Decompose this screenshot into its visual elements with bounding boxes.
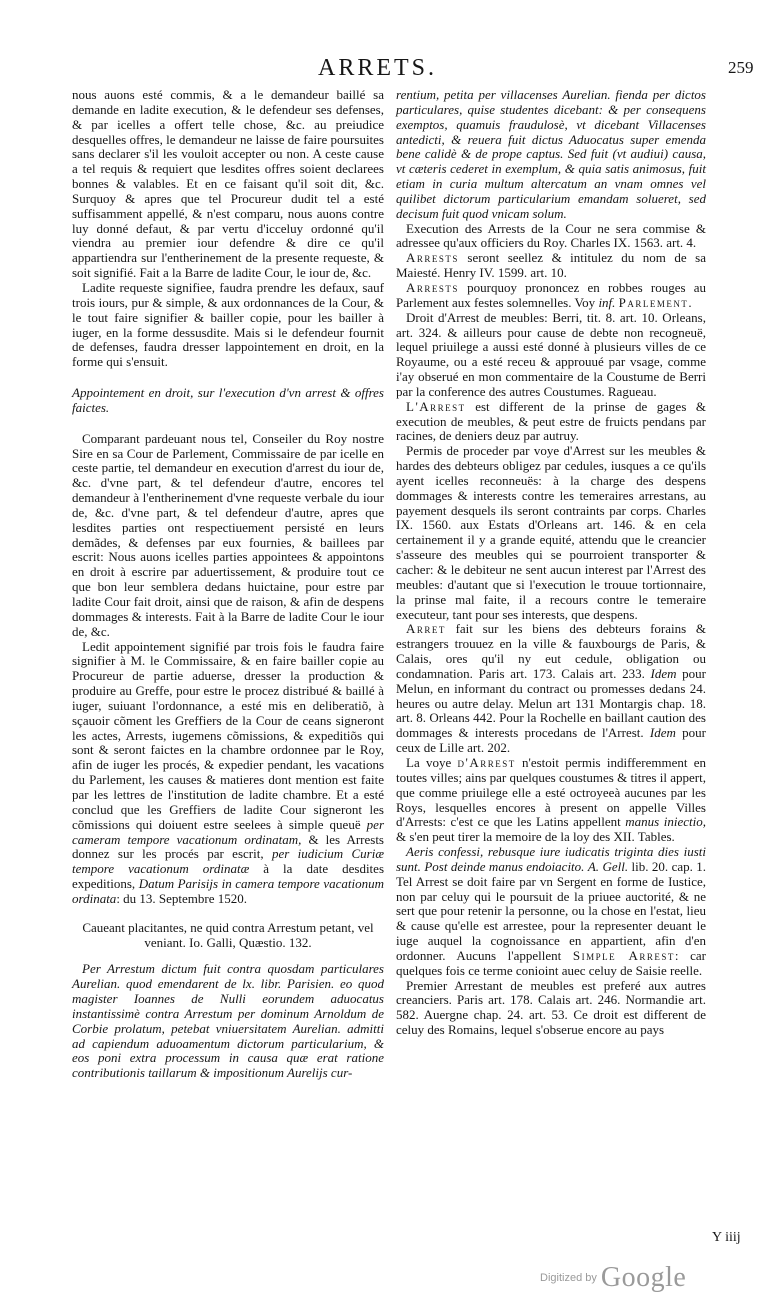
text-span: & s'en peut tirer la memoire de la loy des XII. Tables. [396, 829, 675, 845]
signature-mark: Y iiij [712, 1230, 741, 1245]
text-span: à la date desdites expeditions, [72, 861, 384, 892]
left-column [72, 88, 384, 1081]
latin-phrase: per cameram tempore vacationum ordinatam, [72, 816, 385, 847]
reference-italic: A. Gell. [587, 858, 629, 874]
google-logo: Google [600, 1262, 687, 1293]
paragraph: Execution des Arrests de la Cour ne sera commise & adressee qu'aux officiers du Roy. Charles IX. 1563. art. 4. [396, 220, 706, 251]
paragraph [396, 756, 706, 845]
text-span: & les Arrests donnez sur les procés par escrit, [72, 831, 384, 862]
text-span: seront seellez & intitulez du nom de sa Maiesté. Henry IV. 1599. art. 10. [396, 250, 707, 281]
paragraph [396, 251, 706, 281]
reference-italic: Idem [649, 725, 676, 741]
small-caps-term: Simple Arrest [572, 947, 675, 963]
paragraph: Premier Arrestant de meubles est preferé aux autres creanciers. Paris art. 178. Calais art. 246. Normandie art. 582. Auergne chap. 24. art. 53. Ce droit est different de celuy des Romains, lequel s'obserue encore au pays [396, 977, 706, 1038]
text-span: pour ceux de Lille art. 202. [396, 725, 706, 756]
paragraph: Droit d'Arrest de meubles: Berri, tit. 8. art. 10. Orleans, art. 324. & ailleurs pour cause de debte non recogneuë, lequel priuilege a aussi esté donné à plusieurs villes de ce Royaume, ou a esté receu & approuué par vsage, comme i'ay obserué en mon commentaire de la Coustume de Berri par la conference des autres Coustumes. Ragueau. [396, 309, 706, 399]
text-span: Ledit appointement signifié par trois fois le faudra faire signifier à M. le Commissaire, & en faire bailler copie au Procureur de partie aduerse, dresser la production & produire au Greffe, pour estre le procez distribué & baillé à iuger, suiuant l'ordonnance, a esté mis en deliberatiõ, à sçauoir cõment les Greffiers de la Cour de ceans signeront les actes, Arrests, iugemens cõmissions, & expeditiõs qui sont & seront faictes en la chambre ordonnee par le Roy, afin de iuger les procés, & expedier pendant, les vacations du Parlement, les causes & matieres dont mention est faite par les lettres de l'institution de ladite chambre. Et a esté conclud que les Greffiers de ladite Cour signeront les cõmissions qui doiuent estre seelees à simple queuë [72, 638, 384, 832]
small-caps-lead: d'Arrest [457, 754, 516, 770]
small-caps-lead: Arrests [406, 279, 459, 295]
text-span: n'estoit permis indifferemment en toutes villes; ains par quelques coustumes & titres il appert, que comme priuilege elle a esté octroyeeà aucunes par les Roys, lesquelles encores à present on appelle Villes d'Arrests: c'est ce que les Latins appellent [396, 754, 707, 830]
paragraph [396, 281, 706, 311]
latin-phrase: manus iniectio, [625, 814, 706, 830]
running-title: ARRETS. [318, 55, 438, 81]
reference-italic: Idem [650, 665, 677, 681]
text-span: pourquoy prononcez en robbes rouges au Parlement aux festes solemnelles. Voy [396, 279, 707, 310]
cross-reference: Parlement. [618, 294, 694, 310]
paragraph: Comparant pardeuant nous tel, Conseiler du Roy nostre Sire en sa Cour de Parlement, Commissaire de par icelle en ceste partie, tel demandeur en execution d'arrest du iour de, &c. d'vne part, & tel defendeur d'autre, encores tel demandeur à l'entherinement d'vne requeste verbale du iour de, &c. d'vne part, & tel defendeur d'autre, apres que lesdites parties ont respectiuement persisté en leurs demãdes, & defenses par eux fournies, & baillees par escrit: Nous auons icelles parties appointees & appointons en droit à escrire par aduertissement, & produire tout ce que bon leur semblera dedans huictaine, pour estre par ladite Cour fait droit, ainsi que de raison, & afin de despens dommages & interests. Fait à la Barre de ladite Cour le iour de, &c. [72, 430, 384, 639]
text-span: est different de la prinse de gages & execution de meubles, & peut estre de fruicts pendans par racines, de deniers deuz par autruy. [396, 398, 706, 444]
page-number: 259 [728, 58, 754, 77]
small-caps-lead: Arret [406, 621, 446, 637]
right-column [396, 88, 706, 1038]
digitization-watermark [540, 1262, 686, 1294]
text-span: lib. 20. cap. 1. [631, 858, 707, 874]
watermark-prefix: Digitized by [540, 1272, 597, 1284]
text-span: fait sur les biens des debteurs forains & estrangers trouuez en la ville & fauxbourgs de Paris, & Calais, ores qu'il ny eut cedule, obligation ou condamnation. Paris art. 173. Calais art. 233. [396, 621, 706, 681]
latin-phrase: Aeris confessi, rebusque iure iudicatis triginta dies iusti sunt. Post deinde manus endoiacito. [396, 844, 706, 874]
paragraph [396, 622, 706, 756]
paragraph: nous auons esté commis, & a le demandeur baillé sa demande en ladite execution, & le defendeur ses defenses, & par icelles a offert telle chose, &c. au preiudice desquelles offres, le demandeur ne laisse de faire poursuites sans declarer s'il les vouloit accepter ou non. A ceste cause a tel requis & requiert que lesdites offres soient declarees bonnes & valables. Et en ce faisant qu'il soit dit, &c. Surquoy & apres que tel Procureur dudit tel a esté suffisamment appellé, & n'est comparu, nous auons contre luy donné defaut, & par vertu d'icceluy ordonné qu'il viendra au premier iour defendre & dire ce qu'il appartiendra sur l'entherinement de la presente requeste, & soit signifié. Fait a la Barre de ladite Cour, le iour de, &c. [72, 87, 384, 281]
reference-italic: inf. [598, 294, 616, 310]
latin-phrase: per iudicium Curiæ tempore vacationum ordinatæ [72, 846, 384, 877]
text-span: : du 13. Septembre 1520. [116, 890, 248, 906]
caveat-heading: Caueant placitantes, ne quid contra Arrestum petant, vel veniant. Io. Galli, Quæstio. 132. [82, 919, 374, 950]
paragraph: Permis de proceder par voye d'Arrest sur les meubles & hardes des debteurs obligez par cedules, iusques a ce qu'ils ayent icelles reconneuës: à la charge des despens dommages & interests contre les temeraires arrestans, au payement desquels ils seront contraints par corps. Charles IX. 1560. aux Estats d'Orleans art. 146. & en cela certainement il y a grande equité, attendu que le creancier s'asseure des meubles qui se pourroient transporter & cacher: & le debiteur ne sent aucun interest par l'Arrest des meubles: d'autant que si l'execution le trouue tortionnaire, la prinse mal faite, il a recours contre le temeraire executeur, tant pour ses interests, que despens. [396, 443, 706, 622]
latin-paragraph: rentium, petita per villacenses Aurelian. fienda per dictos particulares, quise studentes dicebant: & per consequens exemptos, quamuis fraudulosè, vt dicebant Villacenses antedicti, & reuera fuit dictus Aduocatus super emenda bene calidè & de prope captus. Sed fuit (vt audiui) causa, vt cæteris cederet in exemplum, & quia satis animosus, fuit etiam in curia multum altercatum an vnam omnes vel quilibet dictorum particularium emandam solueret, sed decisum fuit quod vnicam solum. [396, 87, 706, 221]
paragraph [396, 845, 706, 979]
small-caps-lead: Arrests [406, 250, 459, 266]
section-heading: Appointement en droit, sur l'execution d'vn arrest & offres faictes. [72, 385, 384, 415]
text-span: La voye [406, 754, 452, 770]
latin-phrase: Datum Parisijs in camera tempore vacationum ordinata [72, 876, 384, 906]
paragraph [72, 640, 384, 907]
paragraph: Ladite requeste signifiee, faudra prendre les defaux, sauf trois iours, pur & simple, & aux ordonnances de la Cour, & le tout faire signifier & bailler copie, pour les bailler à iuger, en la forme dessusdite. Mais si le defendeur fournit de defenses, faudra dresser lappointement en droit, en la forme qui s'ensuit. [72, 279, 384, 370]
text-span: Tel Arrest se doit faire par vn Sergent en forme de Iustice, non par celuy qui le poursuit de la priuee auctorité, & ne sert que pour retenir la personne, ou la chose en l'estat, lieu & cause qu'elle est arrestee, pour la representer deuant le iuge auquel la cognoissance en appartient, afin d'en ordonner. Aucuns l'appellent [396, 873, 706, 963]
small-caps-lead: L'Arrest [406, 398, 466, 414]
text-span: : car quelques fois ce terme conioint auec celuy de Saisie reelle. [396, 947, 706, 978]
paragraph [396, 400, 706, 445]
text-span: pour Melun, en informant du contract ou promesses dedans 24. heures ou autre delay. Melun art 131 Montargis chap. 18. art. 8. Orleans 442. Pour la Rochelle en baillant caution des dommages & interests procedans de l'Arrest. [396, 665, 707, 741]
latin-paragraph: Per Arrestum dictum fuit contra quosdam particulares Aurelian. quod emendarent de lx. libr. Parisien. eo quod magister Ioannes de Nulli eorundem aduocatus instantissimè contra Arrestum per dominum Arnoldum de Corbie prolatum, petebat vniuersitatem Aurelian. admitti ad capiendum aduoamentum dictorum particularium, & eos poni extra processum in causa quæ erat ratione contributionis taillarum & impositionum Aurelijs cur- [72, 961, 384, 1081]
